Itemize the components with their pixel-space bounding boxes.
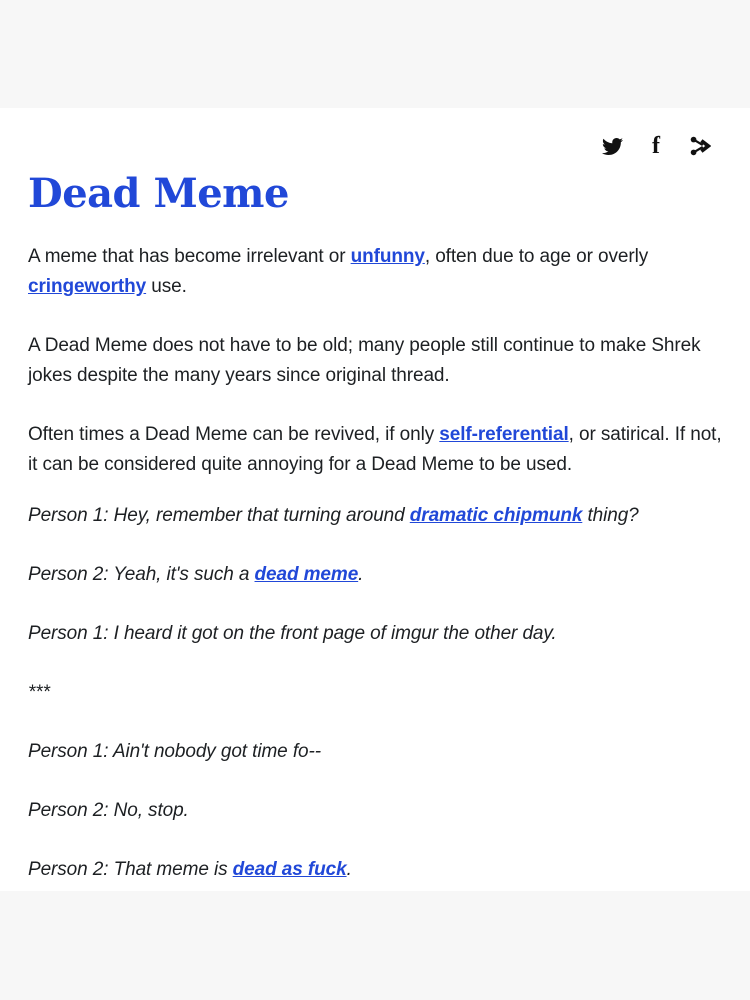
text-run: Person 2: Yeah, it's such a xyxy=(28,564,255,585)
text-run: thing? xyxy=(582,505,639,526)
text-run: Often times a Dead Meme can be revived, if only xyxy=(28,424,440,445)
text-run: use. xyxy=(146,276,187,297)
text-run: . xyxy=(358,564,364,585)
text-run: Person 1: I heard it got on the front page of imgur the other day. xyxy=(28,623,557,644)
term-link[interactable]: dead meme xyxy=(254,564,359,585)
term-link[interactable]: self-referential xyxy=(439,424,569,445)
paragraph xyxy=(28,678,722,708)
paragraph xyxy=(28,420,722,480)
term-link[interactable]: dramatic chipmunk xyxy=(409,505,583,526)
share-bar xyxy=(28,134,722,158)
definition-section xyxy=(28,242,722,480)
text-run: Person 2: That meme is xyxy=(28,859,233,880)
paragraph xyxy=(28,331,722,391)
share-icon xyxy=(689,135,711,157)
generic-share-button[interactable] xyxy=(688,134,712,158)
paragraph xyxy=(28,242,722,302)
text-run: , often due to age or overly xyxy=(424,246,649,267)
term-link[interactable]: unfunny xyxy=(350,246,425,267)
text-run: Person 1: Hey, remember that turning around xyxy=(28,505,410,526)
paragraph xyxy=(28,619,722,649)
text-run: , or satirical. If not, it can be considered quite annoying for a Dead Meme to be used. xyxy=(28,424,722,475)
page-title: Dead Meme xyxy=(28,170,289,217)
term-link[interactable]: dead as fuck xyxy=(232,859,347,880)
top-gutter xyxy=(0,0,750,108)
paragraph xyxy=(28,796,722,826)
twitter-icon xyxy=(602,136,623,157)
twitter-share-button[interactable] xyxy=(600,134,624,158)
text-run: Person 1: Ain't nobody got time fo-- xyxy=(28,741,321,762)
text-run: *** xyxy=(28,682,50,703)
paragraph xyxy=(28,501,722,531)
text-run: . xyxy=(346,859,352,880)
facebook-share-button[interactable] xyxy=(644,134,668,158)
text-run: Person 2: No, stop. xyxy=(28,800,189,821)
bottom-gutter xyxy=(0,891,750,1000)
definition-card xyxy=(0,108,750,891)
text-run: A meme that has become irrelevant or xyxy=(28,246,351,267)
facebook-icon: f xyxy=(652,133,660,159)
paragraph xyxy=(28,737,722,767)
paragraph xyxy=(28,855,722,885)
paragraph xyxy=(28,560,722,590)
term-link[interactable]: cringeworthy xyxy=(28,276,147,297)
text-run: A Dead Meme does not have to be old; many people still continue to make Shrek jokes despite the many years since original thread. xyxy=(28,335,701,386)
example-section xyxy=(28,501,722,885)
